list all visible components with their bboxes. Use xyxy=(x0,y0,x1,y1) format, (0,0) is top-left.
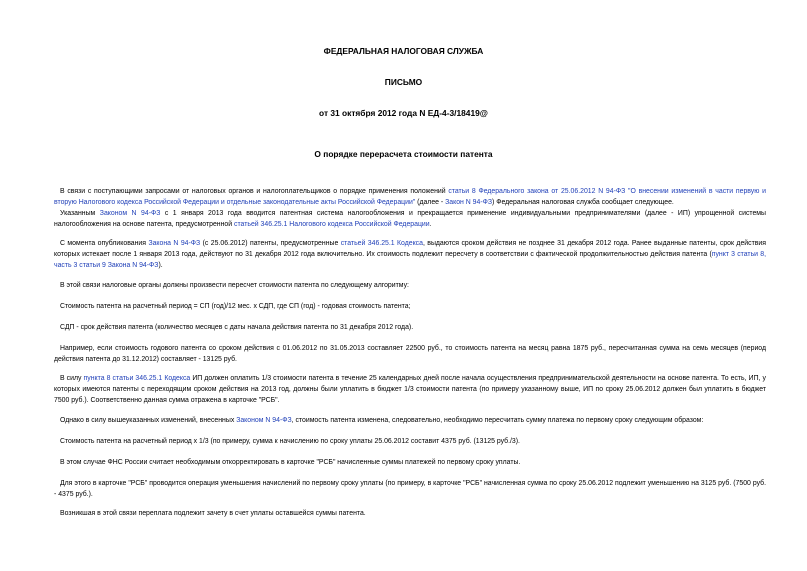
text-run: Указанным xyxy=(60,210,100,217)
paragraph-sdp-definition: СДП - срок действия патента (количество месяцев с даты начала действия патента по 31 декабря 2012 года). xyxy=(60,324,414,331)
paragraph-1 xyxy=(54,186,766,208)
text-run: ) Федеральная налоговая служба сообщает следующее. xyxy=(492,199,674,206)
document-subject: О порядке перерасчета стоимости патента xyxy=(314,149,493,159)
paragraph-9 xyxy=(54,415,766,426)
paragraph-example: Например, если стоимость годового патента со сроком действия с 01.06.2012 по 31.05.2013 составляет 22500 руб., то стоимость патента на месяц равна 1875 руб., пересчитанная сумма на семь месяцев (период действия патента до 31.12.2012) составляет - 13125 руб. xyxy=(54,345,766,363)
paragraph-2 xyxy=(54,208,766,230)
link-law-94fz[interactable]: Законом N 94-ФЗ xyxy=(99,210,161,217)
text-run: (с 25.06.2012) патенты, предусмотренные xyxy=(200,240,341,247)
link-law-94fz[interactable]: Закон N 94-ФЗ xyxy=(445,199,493,206)
link-law-94fz[interactable]: Закона N 94-ФЗ xyxy=(148,240,201,247)
text-run: ИП должен оплатить 1/3 стоимости патента в течение 25 календарных дней после начала осуществления предпринимательской деятельности на основе патента. То есть, ИП, у которых имеются патенты с переходящим сроком действия на 2013 год, должны были уплатить в бюджет 1/3 стоимости патента (по примеру указанному выше, ИП по сроку 25.06.2012 должен был уплатить в бюджет 7500 руб.). Соответственно данная сумма отражена в карточке "РСБ". xyxy=(54,375,767,404)
text-run: , выдаются сроком действия не позднее 31 декабря 2012 года. Ранее выданные патенты, срок действия которых истекает после 1 января 2013 года, действуют по 31 декабря 2012 года включительно. Их стоимость подлежит пересчету в соответствии с фактической продолжительностью действия патента ( xyxy=(54,240,766,258)
text-run: В связи с поступающими запросами от налоговых органов и налогоплательщиков о порядке применения положений xyxy=(60,188,449,195)
text-run: Однако в силу вышеуказанных изменений, внесенных xyxy=(60,417,237,424)
text-run: С момента опубликования xyxy=(60,240,149,247)
paragraph-12: Для этого в карточке "РСБ" проводится операция уменьшения начислений по первому сроку уплаты (по примеру, в карточке "РСБ" начисленная сумма по сроку 25.06.2012 подлежит уменьшению на 3125 руб. (7500 руб. - 4375 руб.). xyxy=(54,480,766,498)
paragraph-10: Стоимость патента на расчетный период х 1/3 (по примеру, сумма к начислению по сроку уплаты 25.06.2012 составит 4375 руб. (13125 руб./3). xyxy=(60,438,520,445)
paragraph-13: Возникшая в этой связи переплата подлежит зачету в счет уплаты оставшейся суммы патента. xyxy=(60,510,366,517)
text-run: , стоимость патента изменена, следовательно, необходимо пересчитать сумму платежа по первому сроку следующим образом: xyxy=(291,417,704,424)
link-clause-3-article-8[interactable]: пункт 3 статьи 8, часть 3 статьи 9 Закона N 94-ФЗ xyxy=(54,251,766,269)
date-and-number: от 31 октября 2012 года N ЕД-4-3/18419@ xyxy=(319,108,488,118)
text-run: В силу xyxy=(60,375,84,382)
text-run: (далее - xyxy=(415,199,446,206)
text-run: с 1 января 2013 года вводится патентная система налогообложения и прекращается применение индивидуальными предпринимателями (далее - ИП) упрощенной системы налогообложения на основе патента, предусмотренной xyxy=(54,210,766,228)
document-type: ПИСЬМО xyxy=(384,77,423,87)
text-run: . xyxy=(429,221,432,228)
link-article-346-25-1-code[interactable]: статьей 346.25.1 Кодекса xyxy=(340,240,423,247)
link-law-94fz[interactable]: Законом N 94-ФЗ xyxy=(236,417,292,424)
text-run: ). xyxy=(158,262,163,269)
paragraph-formula: Стоимость патента на расчетный период = СП (год)/12 мес. х СДП, где СП (год) - годовая стоимость патента; xyxy=(60,303,411,310)
paragraph-4: В этой связи налоговые органы должны произвести пересчет стоимости патента по следующему алгоритму: xyxy=(60,282,409,289)
link-clause-8-article-346-25-1[interactable]: пункта 8 статьи 346.25.1 Кодекса xyxy=(83,375,191,382)
agency-heading: ФЕДЕРАЛЬНАЯ НАЛОГОВАЯ СЛУЖБА xyxy=(323,46,484,56)
paragraph-3 xyxy=(54,238,766,271)
link-article-346-25-1-tax-code[interactable]: статьей 346.25.1 Налогового кодекса Российской Федерации xyxy=(234,221,430,228)
link-article-8-law-94fz[interactable]: статьи 8 Федерального закона от 25.06.2012 N 94-ФЗ "О внесении изменений в части первую и вторую Налогового кодекса Российской Федерации и отдельные законодательные акты Российской Федерации" xyxy=(54,188,766,206)
paragraph-11: В этом случае ФНС России считает необходимым откорректировать в карточке "РСБ" начисленные суммы платежей по первому сроку уплаты. xyxy=(60,459,521,466)
paragraph-8 xyxy=(54,373,766,406)
